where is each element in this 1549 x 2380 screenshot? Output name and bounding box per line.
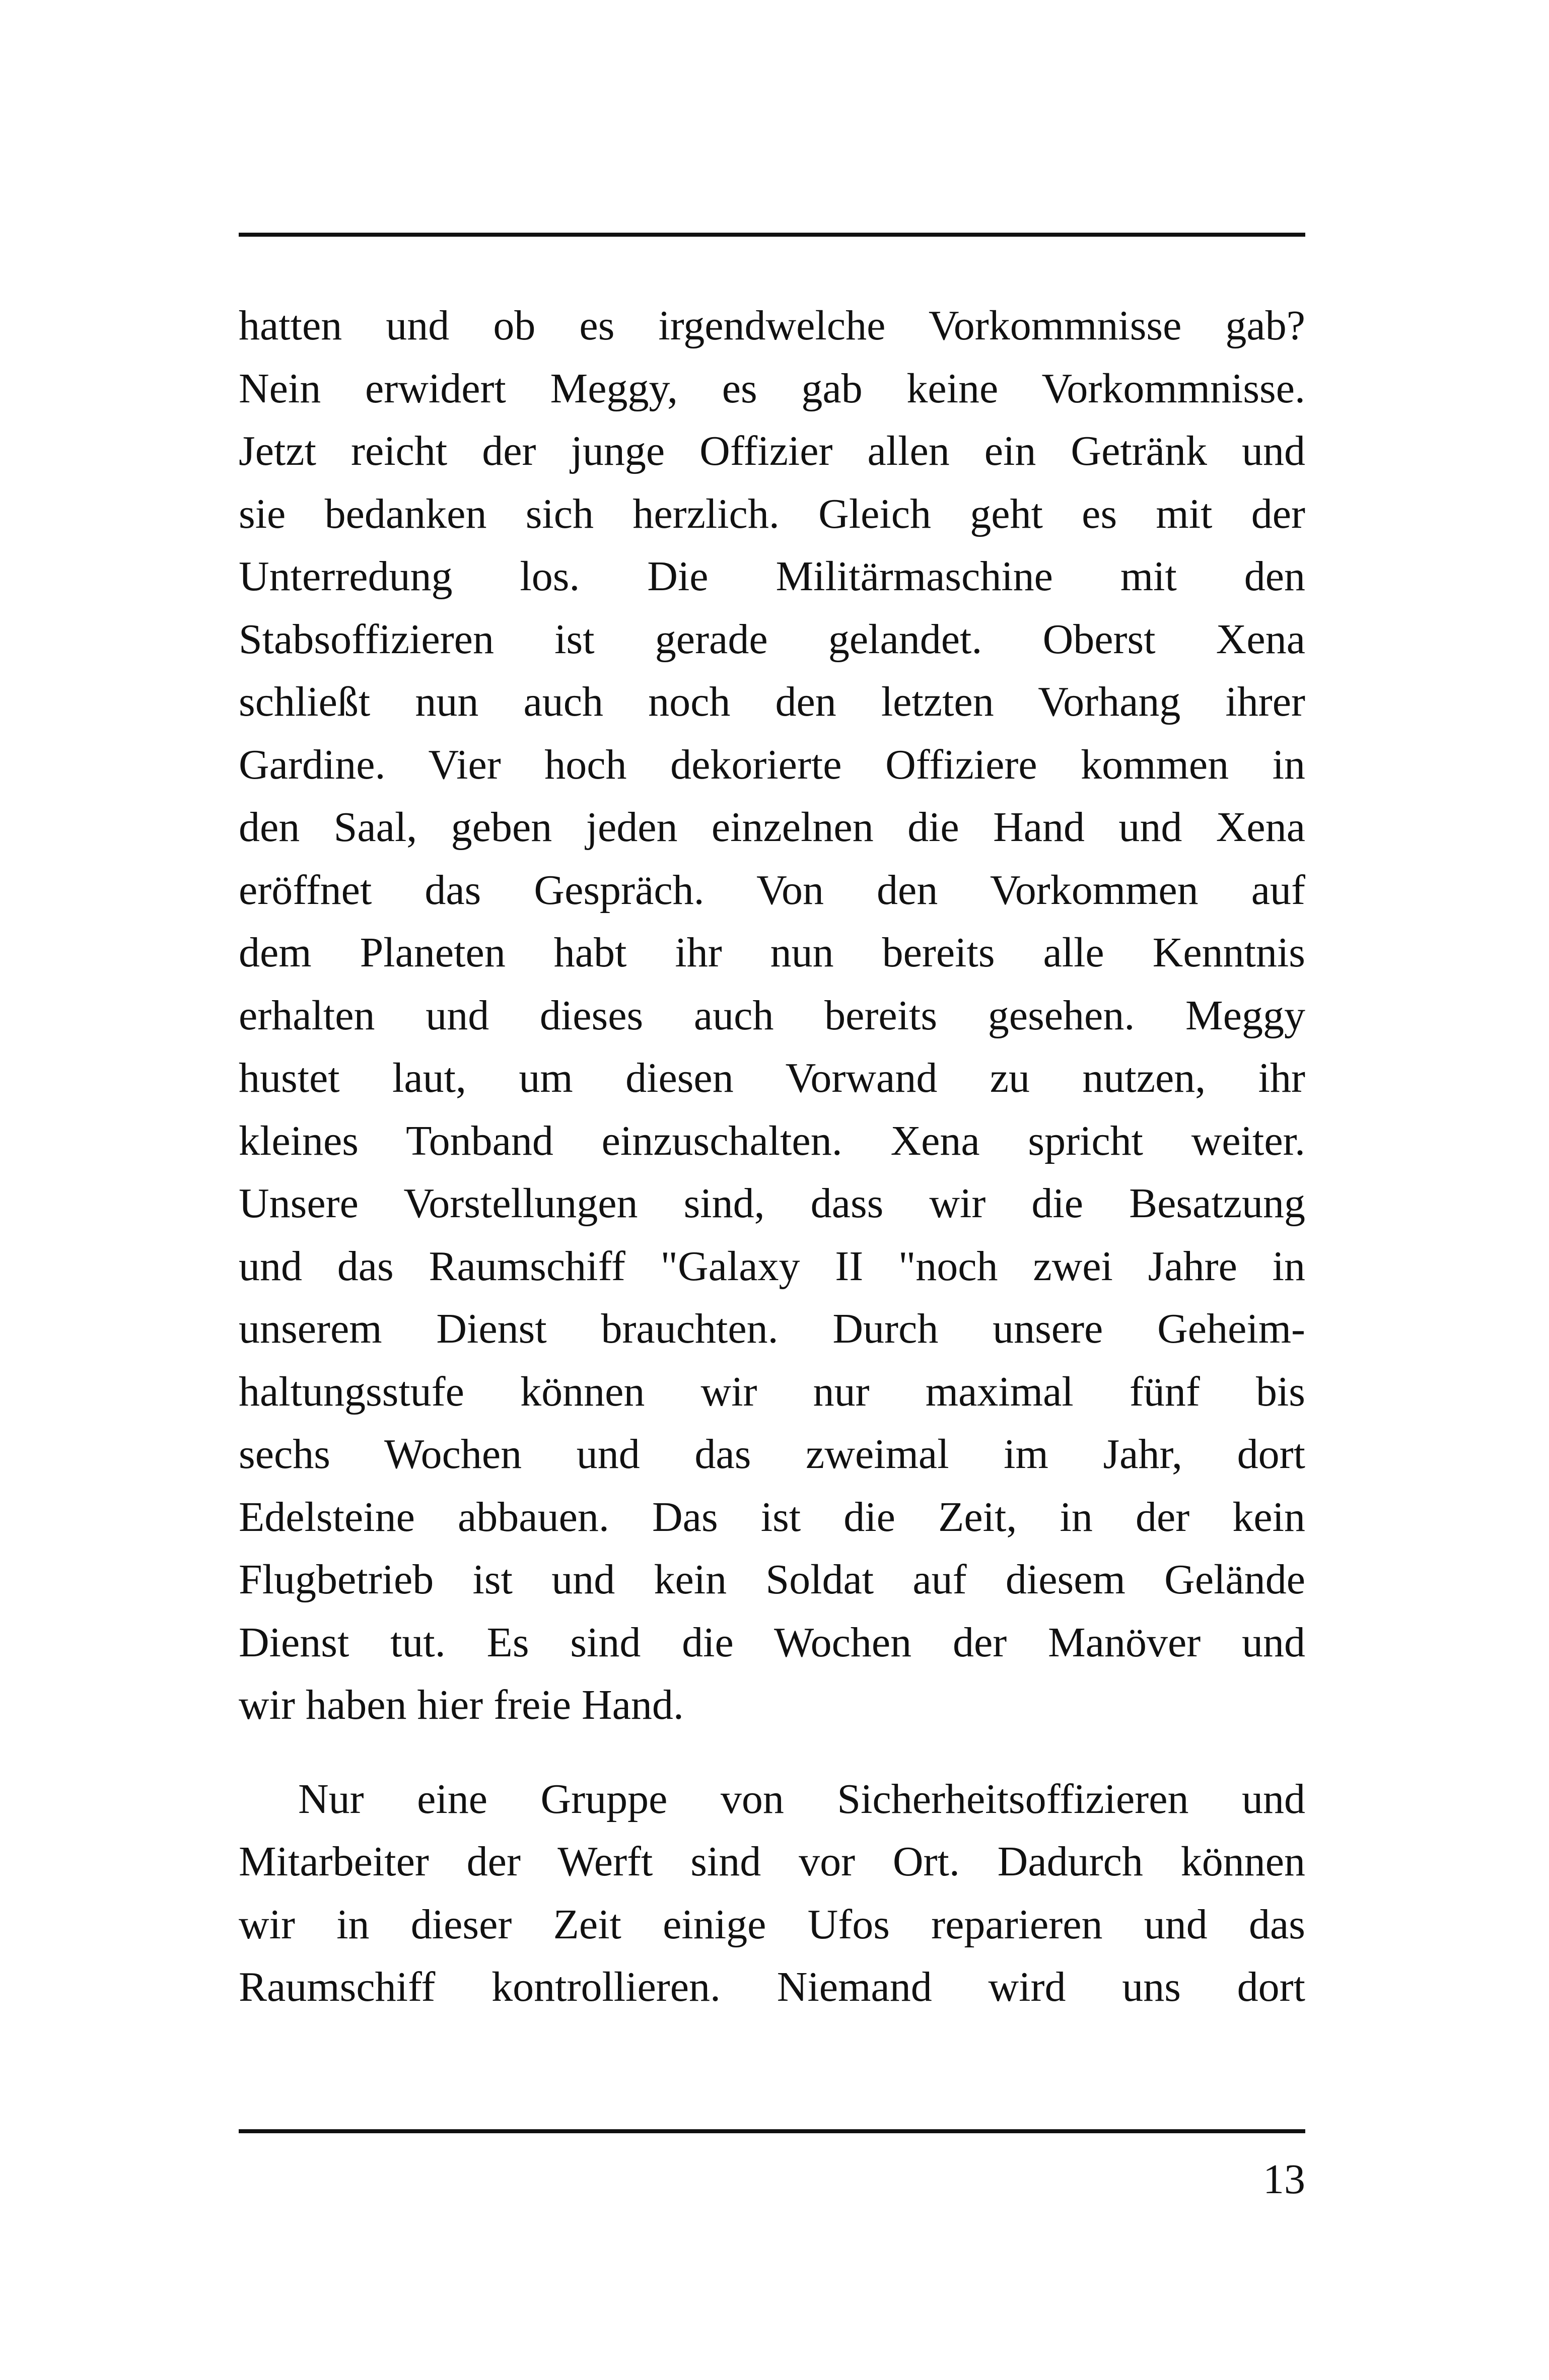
text-line: kleines Tonband einzuschalten. Xena spricht weiter.	[239, 1117, 1305, 1164]
text-line: Raumschiff kontrollieren. Niemand wird uns dort	[239, 1964, 1305, 2010]
text-line: Gardine. Vier hoch dekorierte Offiziere kommen in	[239, 741, 1305, 788]
page-body	[239, 295, 1305, 2019]
text-line: dem Planeten habt ihr nun bereits alle Kenntnis	[239, 929, 1305, 976]
text-line: wir haben hier freie Hand.	[239, 1682, 684, 1728]
text-line: Flugbetrieb ist und kein Soldat auf diesem Gelände	[239, 1556, 1305, 1603]
text-line: Mitarbeiter der Werft sind vor Ort. Dadurch können	[239, 1838, 1305, 1885]
header-rule	[239, 233, 1305, 237]
text-line: Stabsoffizieren ist gerade gelandet. Oberst Xena	[239, 615, 1305, 663]
text-line: erhalten und dieses auch bereits gesehen. Meggy	[239, 992, 1305, 1039]
text-line: sie bedanken sich herzlich. Gleich geht es mit der	[239, 490, 1305, 537]
text-line: hustet laut, um diesen Vorwand zu nutzen, ihr	[239, 1055, 1305, 1101]
paragraph	[239, 295, 1305, 1737]
text-line: hatten und ob es irgendwelche Vorkommnisse gab?	[239, 302, 1305, 349]
text-line: Dienst tut. Es sind die Wochen der Manöver und	[239, 1619, 1305, 1666]
text-line: Jetzt reicht der junge Offizier allen ein Getränk und	[239, 428, 1305, 474]
text-line: und das Raumschiff "Galaxy II "noch zwei Jahre in	[239, 1242, 1305, 1290]
text-line: Unterredung los. Die Militärmaschine mit den	[239, 553, 1305, 600]
text-line: schließt nun auch noch den letzten Vorhang ihrer	[239, 678, 1305, 725]
text-line: eröffnet das Gespräch. Von den Vorkommen auf	[239, 866, 1305, 914]
footer-rule	[239, 2129, 1305, 2133]
text-line: den Saal, geben jeden einzelnen die Hand und Xena	[239, 804, 1305, 851]
page-number: 13	[1263, 2156, 1305, 2203]
paragraph	[239, 1768, 1305, 2019]
text-line: sechs Wochen und das zweimal im Jahr, dort	[239, 1431, 1305, 1478]
text-line: Edelsteine abbauen. Das ist die Zeit, in der kein	[239, 1493, 1305, 1541]
text-line: wir in dieser Zeit einige Ufos reparieren und das	[239, 1901, 1305, 1948]
text-line: Nein erwidert Meggy, es gab keine Vorkommnisse.	[239, 365, 1305, 412]
text-line: Unsere Vorstellungen sind, dass wir die Besatzung	[239, 1180, 1305, 1227]
text-line: haltungsstufe können wir nur maximal fünf bis	[239, 1368, 1305, 1415]
text-line: unserem Dienst brauchten. Durch unsere Geheim-	[239, 1305, 1305, 1352]
text-line: Nur eine Gruppe von Sicherheitsoffizieren und	[298, 1775, 1305, 1823]
